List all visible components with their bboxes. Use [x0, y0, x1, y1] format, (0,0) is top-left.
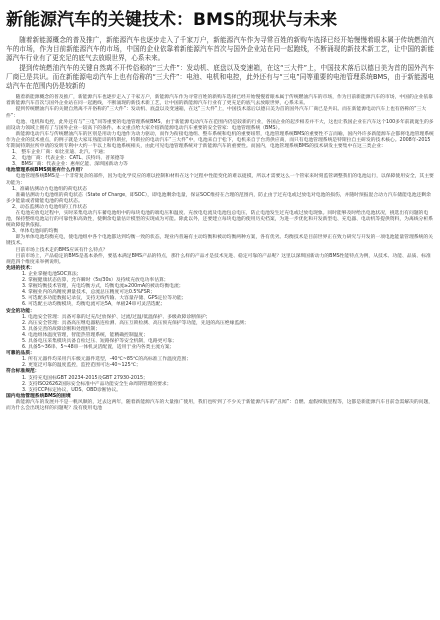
body-paragraph: 2. 更宽泛可靠的温度监控，监控范围可达-40~125℃；	[22, 363, 141, 369]
body-paragraph: 1. 所有元器件均采用汽车级元器件选型，-40℃~85℃的高标准工作温度范围；	[22, 357, 192, 363]
section-heading: 符合标准规范：	[6, 369, 40, 375]
body-paragraph: 5. 具备电压采集模块具备自检过压、短路保护等安全机制，电路更可靠；	[22, 338, 177, 344]
body-paragraph: 6. 可选配主动均衡模块，均衡电流可达5A，单板24串可灵活选配；	[22, 302, 166, 308]
body-paragraph: 3. 掌握均衡技术管理，充电均衡方式，均衡电流≥200mA的被动均衡电流；	[22, 284, 184, 290]
body-paragraph: 电池、电机和电控，此外还有与“三电”同等重要的电池管理系统BMS，由于新能源电动汽车在范围内仍是较新的行业，各国企业的起步相差并不大，这也让我国企业在汽车这个100多年前就诞生的多面设动力领域上拥有了与国外企业一较高下的条件。本文重点给大家介绍新能源电动汽车重要的安全管家：电池管理系统（BMS）。	[6, 119, 434, 131]
body-paragraph: 4. 掌握业内的高精度测量技术，总流总压精度可达0.5%FSR；	[22, 290, 155, 296]
body-paragraph: 4. 电池组体温度管理，智能热管理系统，能精确控制温度；	[22, 332, 149, 338]
section-heading: 可靠的品质：	[6, 351, 35, 357]
body-paragraph: 3. 支持CCP标定协议、UDS、OBD诊断协议。	[22, 387, 122, 393]
body-paragraph: 随着新能源概念的普及推广，新能源汽车也逐步走入了千家万户，新能源汽车作为寻常百姓的新购车选择已经开始慢慢着眼本属于传统燃油汽车的市场，作为目前新能源汽车的市场，中国的企业依靠着新能源汽车首次与国外企业站在同一起跑线，不断涌现的新技术新工艺，让中国的新能源汽车行业有了更充足的底气去放眼世界，心系未来。	[6, 95, 433, 107]
body-paragraph: 在电池充放电过程中，实时采集电动汽车蓄电池组中的每块电池的端电压和温度、充放电电流及电池包总电压，防止电池发生过充电或过放电现象。同时能够及时给出电池状况，挑选出有问题的电池，保持整组电池运行的可靠性和高效性，使剩余电量估计模型的实现成为可能。除此以外，还要建立每块电池的使用历史档案，为进一步优化和开发新型电、充电器、电动机等提供资料，为离线分析系统故障提供依据。	[6, 211, 433, 229]
lead-paragraph: 提到传统燃油汽车的关键自然离不开传俗称的“三大件”：发动机、底盘以及变速箱，在这“三大件”上，中国技术落后以德日美为首的国外汽车厂商已是共识。而在新能源电动汽车上也有俗称的“三大件”：电池、电机和电控，此外还有与“三电”同等重要的电池管理系统BMS，由于新能源电动汽车在范围内仍是较新的	[6, 63, 434, 91]
body-paragraph: 6. 具备5~36串、5~48串一体机灵活配置，适用于业内各类主流方案；	[22, 345, 175, 351]
body-paragraph: 2. 高压安全管理：具备高压继电器粘连检测、高压互锁检测、高压预充保护等功能，先进的高压绝缘监测；	[22, 320, 249, 326]
body-paragraph: 新能源汽车的发展并不是一帆风顺的，过去这两年，随着新能源汽车的大量推广使用，我们也听到了不少关于新能源汽车的“丑闻”：自燃、虚假续航里程等，这都是新能源汽车目前急需解决的问题，而为什么会出现这样的问题呢？没有使用电池	[6, 399, 434, 411]
body-paragraph: 2、动态监测动力电池组的工作状态	[12, 204, 88, 210]
body-paragraph: 2. 支持ISO26262国际安全标准中产品功能安全生命周期管理的要求；	[22, 381, 172, 387]
body-paragraph: 电池管理系统BMS是一个非常复杂的部件，因为电化学反应的难以控制和材料在这个过程中性能变化的难以捉摸，所以才需要这么一个管家来时刻监管调整我们的电池运行，以保障使用安全，其主要功能为：	[6, 174, 434, 186]
body-paragraph: 目前市场上，产品稳定的BMS是基本条件，要基本满足BMS产品的特点，那什么样的产品才是技术先进、稳定可靠的产品呢？这里以深圳国新动力的BMS性能特点为例，从技术、功能、品质、标准规范四个维度来举例说明。	[6, 253, 431, 265]
body-paragraph: 1. 支持充电国标GBT 20234-2015及GBT 27930-2015；	[22, 375, 148, 381]
section-heading: 国内电池管理系统BMS的困境	[6, 393, 71, 399]
article-body	[6, 95, 434, 412]
body-paragraph: 1. 电池安全管理：具备可靠的过充/过放保护、过流/过温/低温保护、多级故障诊断保护；	[22, 314, 211, 320]
body-paragraph: 3、 BMS厂商：代表企业：惠州亿能、深圳国新动力等	[12, 162, 128, 168]
section-heading: 电池管理系统BMS到底有什么作用？	[6, 168, 86, 174]
body-paragraph: 1、准确估测动力电池组的荷电状态	[12, 186, 88, 192]
body-paragraph: 新能源电动汽车与传统燃油汽车的区别是用动力电池作为动力驱动，而作为衔接电池组、整车系统和电机的重要纽带，电池管理系统BMS的重要性不言而喻，国内外许多新能源车企都将电池管理系统作为企业的技术重点，的例子就是大家耳熟能详的特斯拉，特斯拉的电动汽车“三大件”中，电池来自于松下，电机来自于台湾供应商，而只有电池管理系统是特斯拉自主研发的技术核心。2008年-2015年期间特斯拉所申请的发明专利中大约一半以上和电池系统相关，由此可见电池管理系统对于新能源汽车的重要性。而国内，电池管理系统BMS的技术研发主要集中在这三类企业：	[6, 131, 434, 149]
lead-paragraph: 随着新能源概念的普及推广，新能源汽车也逐步走入了千家万户，新能源汽车作为寻常百姓的新购车选择已经开始慢慢着眼本属于传统燃油汽车的市场，作为目前新能源汽车的市场，中国的企业依靠着新能源汽车首次与国外企业站在同一起跑线，不断涌现的新技术新工艺，让中国的新能源汽车行业有了更充足的底气去放眼世界，心系未来。	[6, 36, 434, 63]
body-paragraph: 1. 企业掌握电池SOC算法；	[22, 271, 82, 277]
body-paragraph: 5. 可选配多功能数据记录仪，支持无线传输、大容量存储、GPS定位等功能；	[22, 296, 187, 302]
body-paragraph: 提到传统燃油汽车的关键自然离不开俗称的“三大件”：发动机、底盘以及变速箱，在这“三大件”上，中国技术落后以德日美为首的国外汽车厂商已是共识。而在新能源电动汽车上也有俗称的“三大件”：	[6, 107, 427, 119]
body-paragraph: 3、单体电池间的均衡	[12, 229, 59, 235]
section-heading: 先进的技术：	[6, 265, 35, 271]
body-paragraph: 2. 掌握健康状态估算，允许瞬时（5s/30s）及持续充放电功率估算；	[22, 278, 169, 284]
body-paragraph: 2、 电池厂商：代表企业：CATL、沃特玛、普莱德等	[12, 156, 125, 162]
article-lead	[6, 36, 434, 91]
body-paragraph: 目前市场上技术走的BMS应该有什么特点？	[15, 247, 108, 253]
body-paragraph: 即为单体电池均衡充电，使电池组中各个电池都达到均衡一致的状态，现业内普遍有主动均衡和被动均衡两种方案，各有优劣。均衡技术是目前世界正在致力研究与开发的一项电池能量管理系统的关键技术。	[6, 235, 433, 247]
article-title: 新能源汽车的关键技术：BMS的现状与未来	[6, 10, 338, 30]
body-paragraph: 1、 整车企业厂商：如比亚迪、北汽、宇通；	[12, 150, 108, 156]
body-paragraph: 3. 具备完善的故障诊断和处理机制；	[22, 326, 101, 332]
body-paragraph: 准确估测动力电池组的荷电状态（State of Charge，即SOC），即电池剩余电量，保证SOC维持在合理的范围内，防止由于过充电或过放电对电池的损伤，并随时预报混合动力汽车储能电池还剩余多少能量或者储能电池的荷电状态。	[6, 192, 431, 204]
section-heading: 安全的功能：	[6, 308, 35, 314]
